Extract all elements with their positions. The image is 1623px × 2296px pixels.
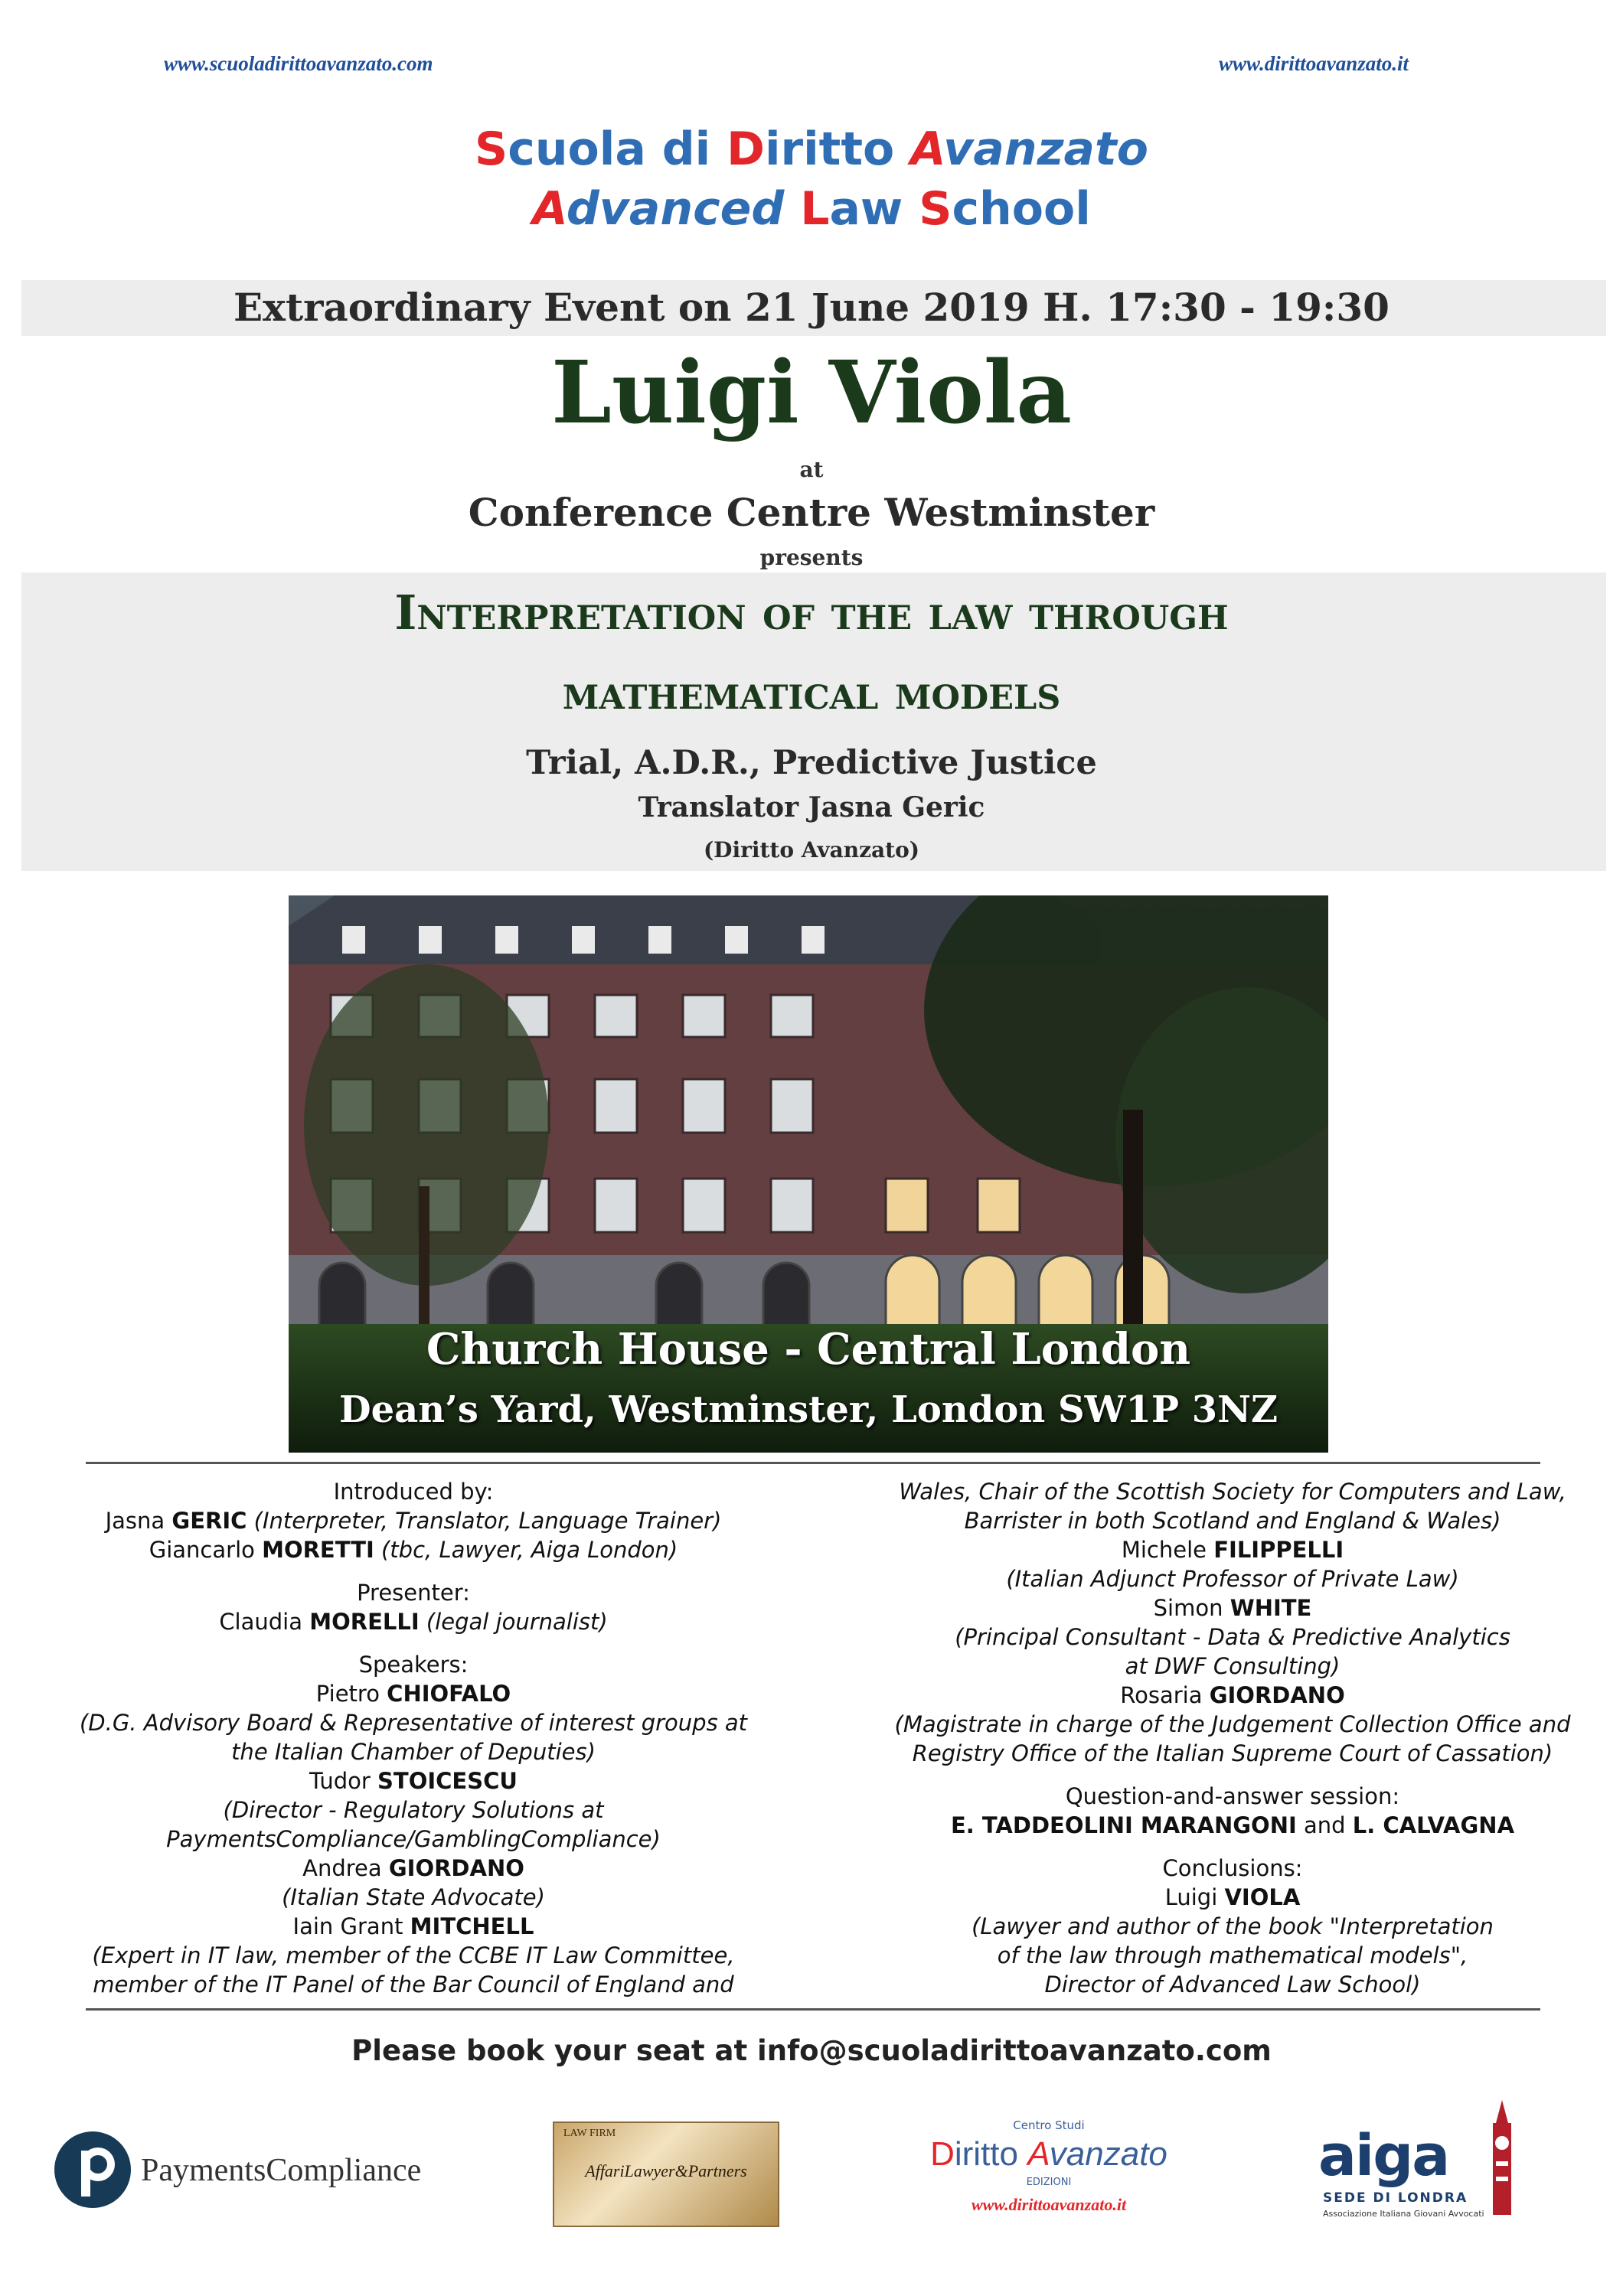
introducer: Giancarlo MORETTI (tbc, Lawyer, Aiga London)	[149, 1537, 678, 1563]
aiga-wordmark: aiga	[1318, 2123, 1449, 2189]
school-title-letter: L	[800, 182, 830, 236]
speaker-role: Director of Advanced Law School)	[1044, 1971, 1421, 1998]
diritto-avanzato-logo	[888, 2118, 1210, 2226]
paymentscompliance-text: PaymentsCompliance	[141, 2153, 422, 2188]
lawfirm-logo	[553, 2122, 779, 2227]
school-title-letter: D	[727, 122, 765, 176]
divider-top	[86, 1462, 1540, 1464]
centro-studi-label: Centro Studi	[1013, 2118, 1085, 2132]
qa-moderators: E. TADDEOLINI MARANGONI and L. CALVAGNA	[950, 1812, 1515, 1838]
introducer: Jasna GERIC (Interpreter, Translator, Language Trainer)	[105, 1508, 722, 1534]
organizer-note: (Diritto Avanzato)	[703, 837, 920, 863]
school-title-part: iritto	[764, 122, 911, 176]
presenter-label: Presenter:	[357, 1580, 470, 1606]
speaker-entry: Michele FILIPPELLI	[1121, 1537, 1344, 1563]
school-title-letter: A	[910, 122, 944, 176]
translator-line: Translator Jasna Geric	[638, 791, 985, 823]
speaker-role: (D.G. Advisory Board & Representative of interest groups at	[79, 1710, 748, 1736]
speaker-role: (Expert in IT law, member of the CCBE IT Law Committee,	[92, 1942, 735, 1968]
lecture-title-line2: mathematical models	[562, 664, 1061, 720]
website-url-right[interactable]: www.dirittoavanzato.it	[1219, 52, 1409, 75]
aiga-logo	[1318, 2100, 1533, 2223]
speaker-role: member of the IT Panel of the Bar Council of England and	[93, 1971, 734, 1998]
paymentscompliance-emblem-icon	[51, 2128, 135, 2212]
speaker-entry: Tudor STOICESCU	[309, 1768, 518, 1794]
school-title-letter: S	[475, 122, 508, 176]
speaker-entry: Pietro CHIOFALO	[315, 1681, 511, 1707]
presenter: Claudia MORELLI (legal journalist)	[219, 1609, 608, 1635]
speaker-role: Registry Office of the Italian Supreme Court of Cassation)	[912, 1740, 1553, 1766]
school-title-letter: A	[532, 182, 567, 236]
speaker-role: (Principal Consultant - Data & Predictive Analytics	[955, 1624, 1510, 1650]
school-title-part: aw	[829, 182, 919, 236]
paymentscompliance-logo	[51, 2128, 449, 2212]
speaker-role: (Magistrate in charge of the Judgement Collection Office and	[894, 1711, 1571, 1737]
speaker-role: at DWF Consulting)	[1125, 1653, 1341, 1679]
school-title-part: vanzato	[943, 122, 1148, 176]
divider-bottom	[86, 2008, 1540, 2011]
speaker-name: Luigi Viola	[551, 343, 1072, 443]
conclusions-label: Conclusions:	[1162, 1855, 1303, 1881]
school-title-part: cuola di	[508, 122, 727, 176]
presents-label: presents	[759, 545, 864, 570]
speaker-entry: Simon WHITE	[1153, 1595, 1312, 1621]
school-title-italian	[0, 122, 1623, 176]
website-url-left[interactable]: www.scuoladirittoavanzato.com	[164, 52, 433, 75]
speaker-role: Wales, Chair of the Scottish Society for Computers and Law,	[899, 1479, 1566, 1505]
school-title-part: chool	[952, 182, 1091, 236]
speaker-role: (Lawyer and author of the book "Interpretation	[972, 1913, 1494, 1939]
speaker-entry: Rosaria GIORDANO	[1120, 1682, 1345, 1708]
speaker-role: (Italian Adjunct Professor of Private Law)	[1006, 1566, 1459, 1592]
diritto-avanzato-wordmark: Diritto Avanzato	[930, 2135, 1167, 2173]
aiga-association: Associazione Italiana Giovani Avvocati	[1323, 2209, 1484, 2219]
booking-line[interactable]: Please book your seat at info@scuoladirittoavanzato.com	[351, 2034, 1272, 2067]
lawfirm-name: AffariLawyer&Partners	[585, 2161, 747, 2180]
lecture-subtitle: Trial, A.D.R., Predictive Justice	[526, 744, 1097, 782]
school-title-part: dvanced	[566, 182, 801, 236]
introduced-label: Introduced by:	[333, 1479, 494, 1505]
speaker-role: PaymentsCompliance/GamblingCompliance)	[166, 1826, 661, 1852]
diritto-avanzato-url: www.dirittoavanzato.it	[971, 2195, 1127, 2214]
speakers-label: Speakers:	[358, 1652, 469, 1678]
speaker-role: (Director - Regulatory Solutions at	[223, 1797, 604, 1823]
program-right-column	[850, 1477, 1615, 1999]
aiga-sede: SEDE DI LONDRA	[1323, 2190, 1468, 2206]
photo-caption-address: Dean’s Yard, Westminster, London SW1P 3NZ	[338, 1388, 1278, 1431]
photo-caption-venue: Church House - Central London	[426, 1324, 1191, 1375]
speaker-role: Barrister in both Scotland and England & Wales)	[964, 1508, 1501, 1534]
conclusions-speaker: Luigi VIOLA	[1164, 1884, 1301, 1910]
edizioni-label: EDIZIONI	[1026, 2177, 1072, 2188]
program-left-column	[31, 1477, 796, 1999]
school-title-english	[0, 182, 1623, 236]
at-label: at	[799, 457, 824, 482]
venue: Conference Centre Westminster	[468, 490, 1155, 535]
event-date-line: Extraordinary Event on 21 June 2019 H. 17:30 - 19:30	[233, 285, 1390, 330]
qa-label: Question-and-answer session:	[1065, 1783, 1400, 1809]
speaker-entry: Andrea GIORDANO	[302, 1855, 524, 1881]
lecture-title-line1: Interpretation of the law through	[394, 585, 1229, 641]
speaker-role: the Italian Chamber of Deputies)	[231, 1739, 596, 1765]
speaker-entry: Iain Grant MITCHELL	[292, 1913, 534, 1939]
speaker-role: (Italian State Advocate)	[282, 1884, 545, 1910]
lawfirm-small-label: LAW FIRM	[563, 2128, 616, 2139]
school-title-letter: S	[919, 182, 952, 236]
speaker-role: of the law through mathematical models",	[997, 1942, 1468, 1968]
big-ben-icon	[1481, 2100, 1523, 2215]
